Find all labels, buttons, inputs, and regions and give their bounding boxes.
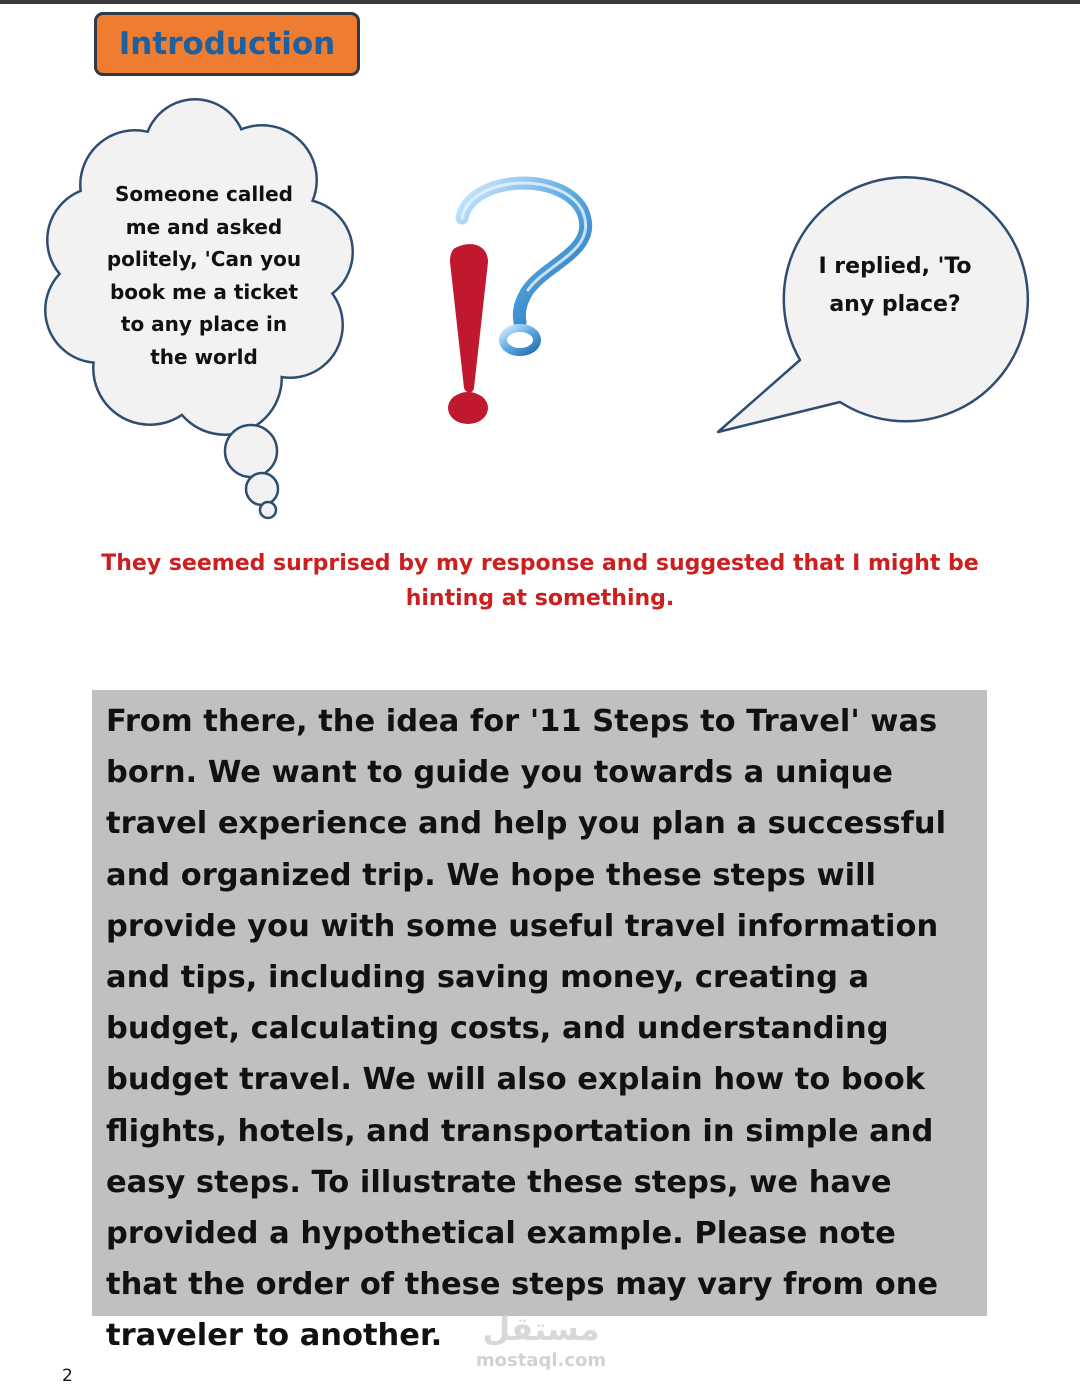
page-number: 2 [62,1366,73,1386]
watermark-domain: mostaql.com [475,1350,607,1371]
thought-dot-small [260,502,276,518]
watermark-logo: مستقل [482,1310,600,1348]
section-title: Introduction [118,26,336,62]
exclamation-question-icon [448,183,586,424]
speech-bubble-text: I replied, 'To any place? [818,254,972,317]
thought-dot-large [225,425,277,477]
thought-dot-medium [246,473,278,505]
intro-paragraph: From there, the idea for '11 Steps to Travel' was born. We want to guide you towards a unique travel experience and help you plan a successful and organized trip. We hope these steps will provide you with some useful travel information and tips, including saving money, creating a budget, calculating costs, and understanding budget travel. We will also explain how to book flights, hotels, and transportation in simple and easy steps. To illustrate these steps, we have provided a hypothetical example. Please note that the order of these steps may vary from one traveler to another. [106,704,947,1354]
thought-bubble-text: Someone called me and asked politely, 'Can you book me a ticket to any place in the world [106,182,302,369]
caption-text: They seemed surprised by my response and suggested that I might be hinting at something. [101,551,979,611]
